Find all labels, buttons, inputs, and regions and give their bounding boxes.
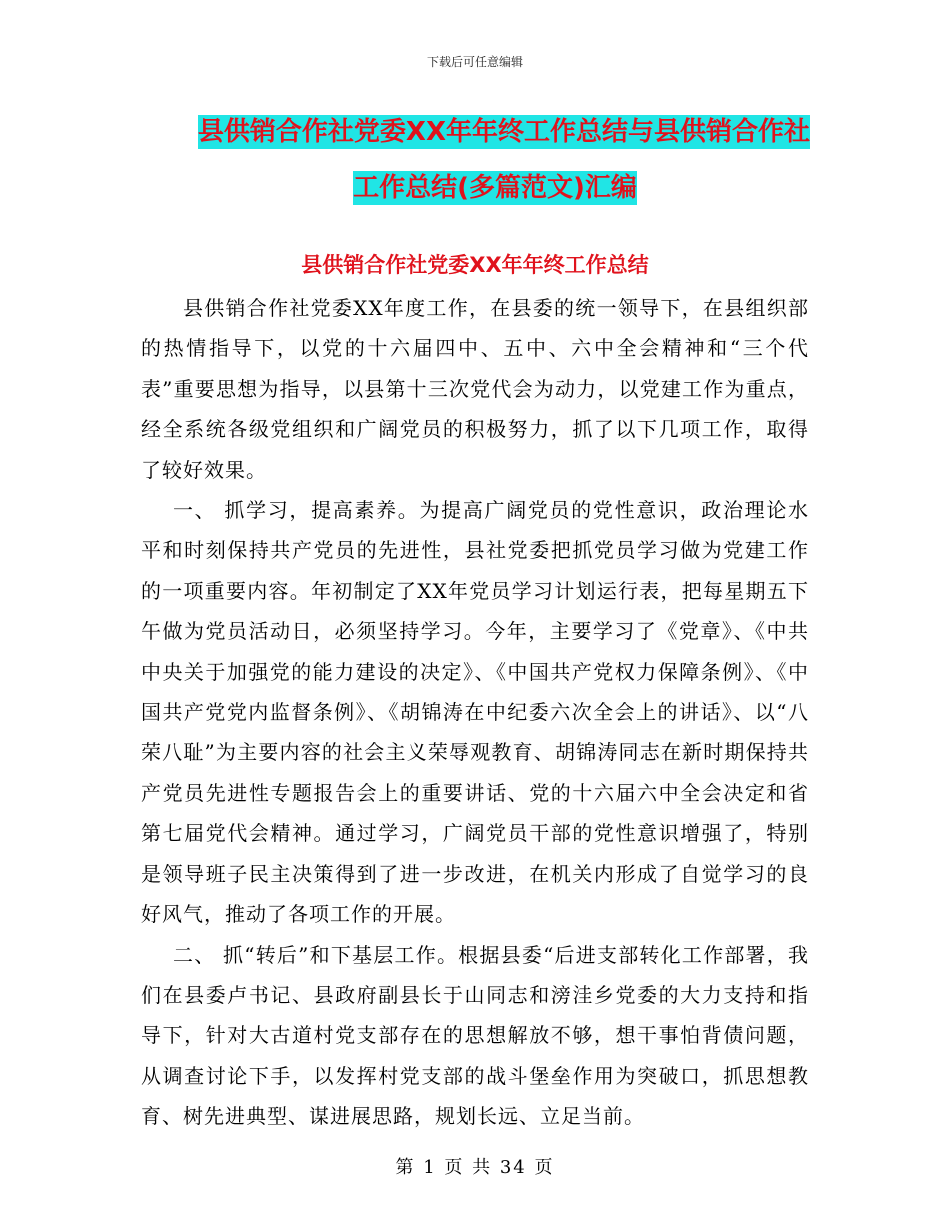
paragraph-1: 一、 抓学习，提高素养。为提高广阔党员的党性意识，政治理论水平和时刻保持共产党员的先进性，县社党委把抓党员学习做为党建工作的一项重要内容。年初制定了XX年党员学习计划运行表，把每星期五下午做为党员活动日，必须坚持学习。今年，主要学习了《党章》、《中共中央关于加强党的能力建设的决定》、《中国共产党权力保障条例》、《中国共产党党内监督条例》、《胡锦涛在中纪委六次全会上的讲话》、以“八荣八耻”为主要内容的社会主义荣辱观教育、胡锦涛同志在新时期保持共产党员先进性专题报告会上的重要讲话、党的十六届六中全会决定和省第七届党代会精神。通过学习，广阔党员干部的党性意识增强了，特别是领导班子民主决策得到了进一步改进，在机关内形成了自觉学习的良好风气，推动了各项工作的开展。 (141, 498, 809, 927)
title-line-1: 县供销合作社党委XX年年终工作总结与县供销合作社 (197, 117, 810, 147)
document-title (140, 108, 850, 212)
paragraph-2: 二、 抓“转后”和下基层工作。根据县委“后进支部转化工作部署，我们在县委卢书记、县政府副县长于山同志和滂洼乡党委的大力支持和指导下，针对大古道村党支部存在的思想解放不够，想干事怕背债问题，从调查讨论下手，以发挥村党支部的战斗堡垒作用为突破口，抓思想教育、树先进典型、谋进展思路，规划长远、立足当前。 (141, 942, 809, 1129)
body-text (141, 288, 809, 1137)
title-line-2: 工作总结(多篇范文)汇编 (353, 173, 637, 203)
page-footer: 第 1 页 共 34 页 (395, 1157, 555, 1178)
header-note: 下载后可任意编辑 (426, 55, 523, 69)
section-title: 县供销合作社党委XX年年终工作总结 (301, 253, 649, 277)
paragraph-intro: 县供销合作社党委XX年度工作，在县委的统一领导下，在县组织部的热情指导下，以党的十六届四中、五中、六中全会精神和“三个代表”重要思想为指导，以县第十三次党代会为动力，以党建工作为重点，经全系统各级党组织和广阔党员的积极努力，抓了以下几项工作，取得了较好效果。 (141, 296, 809, 482)
